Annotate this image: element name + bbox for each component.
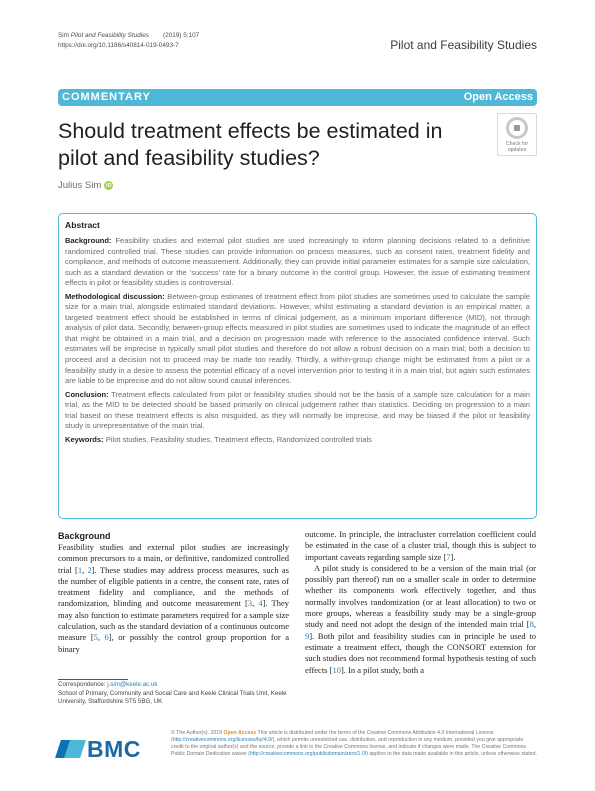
citation-line: Sim Pilot and Feasibility Studies (2019) 5:107 xyxy=(58,32,200,39)
abstract-heading: Abstract xyxy=(65,220,100,230)
author-name: Julius Sim xyxy=(58,180,102,191)
journal-name: Pilot and Feasibility Studies xyxy=(390,38,537,52)
journal-italic: Pilot and Feasibility Studies xyxy=(70,32,149,39)
footnote-divider xyxy=(58,679,128,680)
doi-link[interactable]: https://doi.org/10.1186/s40814-019-0493-7 xyxy=(58,41,179,49)
citation-link[interactable]: 1 xyxy=(77,564,83,575)
citation-link[interactable]: 7 xyxy=(446,551,451,562)
body-column-left xyxy=(58,530,289,655)
article-title: Should treatment effects be estimated in pilot and feasibility studies? xyxy=(58,119,443,170)
article-type: COMMENTARY xyxy=(62,91,151,103)
open-access-label: Open Access xyxy=(463,91,533,103)
citation-link[interactable]: 2 xyxy=(87,564,92,575)
section-heading-background: Background xyxy=(58,531,111,541)
body-paragraph: outcome. In principle, the intracluster correlation coefficient could be estimated in the case of a cluster trial, though this is subject to important caveats regarding sample size [7]. xyxy=(305,529,536,562)
abstract-background: Background: Feasibility studies and external pilot studies are used increasingly to inform planning decisions related to a definitive randomized controlled trial. These studies can provide information on process measures, such as consent rates, treatment fidelity and compliance, and methods of outcome measurement. Additionally, they can provide initial parameter estimates for a sample size calculation, such as a standard deviation or the ‘success’ rate for a binary outcome in the control group. However, the issue of estimating treatment effects in pilot or feasibility studies is controversial. xyxy=(65,236,530,288)
article-type-banner xyxy=(58,89,537,106)
running-header xyxy=(58,31,199,50)
orcid-icon[interactable]: iD xyxy=(106,182,112,189)
citation-link[interactable]: 5 xyxy=(93,632,98,643)
citation-link[interactable]: 4 xyxy=(258,598,263,609)
citation-link[interactable]: 8 xyxy=(529,619,534,630)
citation-link[interactable]: 9 xyxy=(305,630,310,641)
citation-link[interactable]: 3 xyxy=(247,598,253,609)
body-column-right xyxy=(305,529,536,676)
correspondence-email[interactable]: j.sim@keele.ac.uk xyxy=(107,681,158,688)
bmc-logo-icon xyxy=(58,737,84,763)
bmc-wordmark: BMC xyxy=(87,736,141,762)
waiver-link[interactable]: http://creativecommons.org/publicdomain/zero/1.0/ xyxy=(250,751,367,758)
bmc-logo xyxy=(58,736,141,763)
citation-link[interactable]: 6 xyxy=(104,632,109,643)
check-for-updates-badge[interactable]: Check for updates xyxy=(497,113,537,156)
affiliation: School of Primary, Community and Social Care and Keele Clinical Trials Unit, Keele University, Staffordshire ST5 5BG, UK xyxy=(58,689,287,705)
year-volume: (2019) 5:107 xyxy=(162,32,200,39)
license-statement: © The Author(s). 2019 Open Access This article is distributed under the terms of the Creative Commons Attribution 4.0 International License (http://creativecommons.org/licenses/by/4.0/), which permits unrestricted use, distribution, and reproduction in any medium, provided you give appropriate credit to the original author(s) and the source, provide a link to the Creative Commons license, and indicate if changes were made. The Creative Commons Public Domain Dedication waiver (http://creativecommons.org/publicdomain/zero/1.0/) applies to the data made available in this article, unless otherwise stated. xyxy=(171,730,537,758)
abstract-box xyxy=(58,213,537,519)
abstract-keywords: Keywords: Pilot studies, Feasibility studies, Treatment effects, Randomized controlled trials xyxy=(65,434,372,444)
abstract-conclusion: Conclusion: Treatment effects calculated from pilot or feasibility studies should not be the basis of a sample size calculation for a main trial, as the MID to be detected should be based primarily on clinical judgement rather than statistics. Deciding on progression to a main trial based on these treatment effects is also misguided, as they will normally be imprecise, and may be biased if the pilot or feasibility study is unrepresentative of the main trial. xyxy=(65,389,530,431)
correspondence-note: Correspondence: j.sim@keele.ac.uk School of Primary, Community and Social Care and Keele Clinical Trials Unit, Keele University, Staffordshire ST5 5BG, UK xyxy=(58,681,298,707)
abstract-methodological-discussion: Methodological discussion: Between-group estimates of treatment effect from pilot studies are sometimes used to calculate the sample size for a main trial, alongside estimated standard deviations. However, whilst estimating a standard deviation is an empirical matter, a targeted treatment effect should be established in terms of clinical judgement, as a minimum important difference (MID), not through analysis of pilot data. Secondly, between-group effects measured in pilot studies are sometimes used to indicate the magnitude of an effect that might be obtained in a main trial, and a decision on progression made with reference to the associated confidence interval. Such estimates will be imprecise in typically small pilot studies and therefore do not allow a robust decision on a main trial; both a decision to proceed and a decision not to proceed may be made too readily. Thirdly, a within-group change might be estimated from a pilot or a feasibility study in a desire to assess the potential efficacy of a novel intervention prior to testing it in a main trial, but again such estimates are liable to be imprecise and do not allow sound causal inferences. xyxy=(65,291,531,386)
author-line xyxy=(58,180,113,191)
license-link[interactable]: http://creativecommons.org/licenses/by/4.0/ xyxy=(172,737,273,744)
body-paragraph: A pilot study is considered to be a version of the main trial (or possibly part thereof) run on a smaller scale in order to determine whether its components work effectively together, and thus normally involves randomization (or at least allocation) to two or more groups, whereas a feasibility study may be a single-group study and need not adopt the design of the intended main trial [8, 9]. Both pilot and feasibility studies can in principle be used to estimate a treatment effect, though the CONSORT extension for such studies does not recommend formal hypothesis testing of such effects [10]. In a pilot study, both a xyxy=(305,562,536,675)
update-icon xyxy=(506,117,528,139)
body-paragraph: Feasibility studies and external pilot studies are increasingly common precursors to a main, or definitive, randomized controlled trial [1, 2]. These studies may address process measures, such as the number of eligible patients in a centre, the consent rate, rates of treatment fidelity and compliance, and the methods of randomization, blinding and outcome measurement [3, 4]. They may also function to estimate parameters required for a sample size calculation, such as the standard deviation of a continuous outcome measure [5, 6], or possibly the control group proportion for a binary xyxy=(58,542,290,654)
citation-link[interactable]: 10 xyxy=(332,664,341,675)
